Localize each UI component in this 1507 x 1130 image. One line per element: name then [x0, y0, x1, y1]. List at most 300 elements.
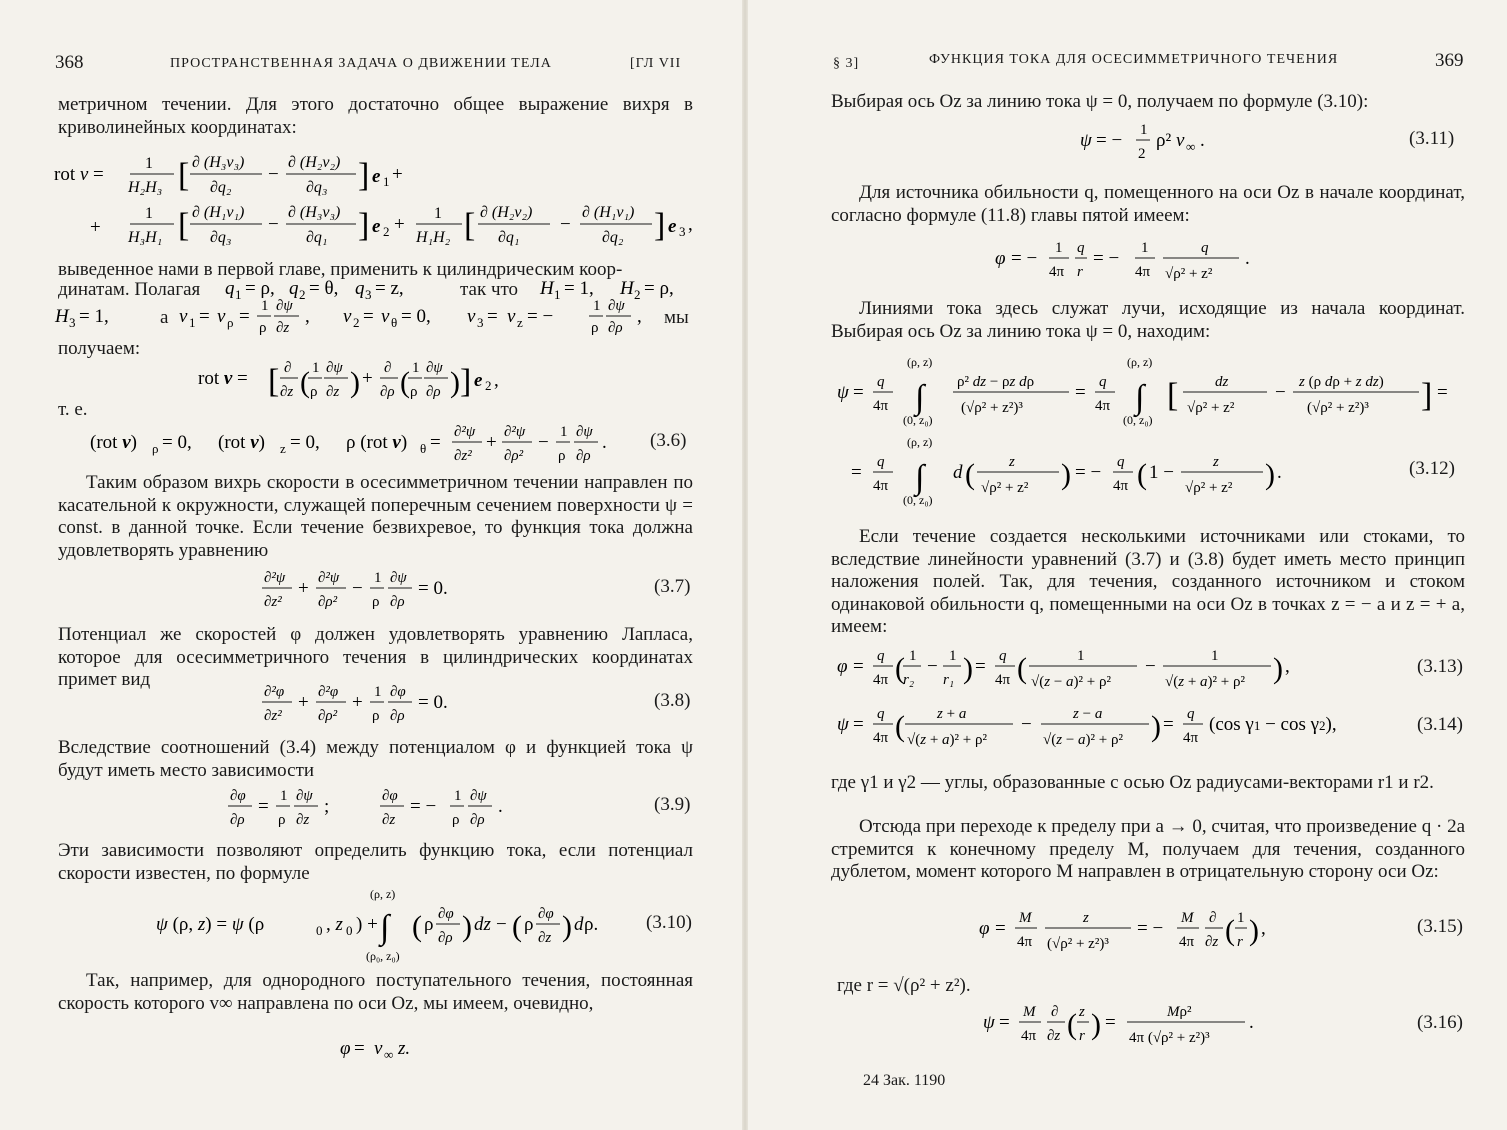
svg-text:ρ.: ρ.: [584, 914, 599, 935]
svg-text:H₃H₁: H₃H₁: [128, 229, 163, 246]
svg-text:, z: , z: [326, 914, 343, 935]
svg-text:∂φ: ∂φ: [390, 684, 406, 700]
line-text: мы: [664, 307, 689, 328]
svg-text:−: −: [1021, 714, 1032, 735]
signature-footer: 24 Зак. 1190: [863, 1072, 946, 1089]
svg-text:∂²φ: ∂²φ: [318, 684, 339, 700]
svg-text:=: =: [199, 306, 210, 327]
svg-text:(0, z₀): (0, z₀): [903, 493, 933, 507]
svg-text:2: 2: [383, 224, 390, 239]
svg-text:∞: ∞: [384, 1047, 394, 1062]
svg-text:∂φ: ∂φ: [230, 788, 246, 804]
svg-text:(: (: [1137, 458, 1147, 491]
svg-text:= 0.: = 0.: [418, 692, 448, 713]
paragraph: Если течение создается несколькими источниками или стоками, то вследствие линейности уравнений (3.7) и (3.8) будет иметь место принцип наложения полей. Так, для течения, созданного источником и стоком одинаковой обильности q, помещенными на оси Oz в точках z = − a и z = + a, имеем:: [831, 526, 1465, 637]
svg-text:v: v: [381, 306, 390, 327]
eq-3-8: [262, 680, 522, 728]
svg-text:∂ (H₂v₂): ∂ (H₂v₂): [288, 154, 341, 171]
eq-3-6: [90, 420, 650, 468]
svg-text:r: r: [1077, 264, 1083, 280]
svg-text:2: 2: [634, 287, 641, 302]
svg-text:∂z²: ∂z²: [264, 708, 282, 724]
svg-text:∂z: ∂z: [538, 930, 552, 946]
svg-text:v: v: [1176, 130, 1185, 151]
svg-text:= −: = −: [1096, 130, 1123, 151]
svg-text:): ): [1151, 710, 1161, 743]
svg-text:=: =: [851, 462, 862, 483]
paragraph: Таким образом вихрь скорости в осесимметричном течении направлен по касательной к окружности, служащей поперечным сечением поверхности ψ = const. в данной точке. Если течение безвихревое, то функция тока должна удовлетворять уравнению: [58, 472, 693, 561]
line-text: так что: [460, 279, 519, 300]
paragraph: Эти зависимости позволяют определить функцию тока, если потенциал скорости известен, по формуле: [58, 840, 693, 884]
svg-text:4π: 4π: [873, 398, 889, 414]
svg-text:(√ρ² + z²)³: (√ρ² + z²)³: [1047, 936, 1109, 952]
svg-text:0: 0: [346, 923, 353, 938]
svg-text:[: [: [464, 207, 476, 244]
svg-text:−: −: [927, 656, 938, 677]
svg-text:∂z²: ∂z²: [264, 594, 282, 610]
svg-text:=: =: [258, 796, 269, 817]
svg-text:∂φ: ∂φ: [382, 788, 398, 804]
equation-number: (3.6): [650, 430, 687, 451]
svg-text:1: 1: [280, 788, 288, 804]
svg-text:√(z + a)² + ρ²: √(z + a)² + ρ²: [907, 732, 987, 748]
eq-3-9: [228, 784, 528, 832]
svg-text:= 1,: = 1,: [564, 278, 594, 299]
svg-text:1: 1: [189, 315, 196, 330]
svg-text:v: v: [179, 306, 188, 327]
section-ref: § 3]: [833, 56, 860, 71]
svg-text:1: 1: [145, 155, 153, 172]
svg-text:√(z + a)² + ρ²: √(z + a)² + ρ²: [1165, 674, 1245, 690]
svg-text:∂ρ: ∂ρ: [470, 812, 485, 828]
svg-text:4π: 4π: [1049, 264, 1065, 280]
svg-text:4π: 4π: [995, 672, 1011, 688]
rot-cylindrical: [198, 356, 558, 404]
svg-text:∂ρ: ∂ρ: [230, 812, 245, 828]
svg-text:1: 1: [454, 788, 462, 804]
svg-text:√ρ² + z²: √ρ² + z²: [981, 480, 1029, 496]
svg-text:(: (: [512, 910, 522, 943]
svg-text:1: 1: [1055, 240, 1063, 256]
svg-text:√ρ² + z²: √ρ² + z²: [1165, 266, 1213, 282]
svg-text:e: e: [474, 370, 483, 391]
svg-text:1: 1: [1237, 910, 1245, 926]
svg-text:−: −: [538, 432, 549, 453]
paragraph: где γ1 и γ2 — углы, образованные с осью Oz радиусами-векторами r1 и r2.: [831, 772, 1434, 793]
svg-text:(: (: [895, 652, 905, 685]
svg-text:√ρ² + z²: √ρ² + z²: [1187, 400, 1235, 416]
svg-text:1: 1: [235, 287, 242, 302]
svg-text:ρ: ρ: [591, 320, 599, 336]
svg-text:1: 1: [1141, 240, 1149, 256]
svg-text:z + a: z + a: [937, 706, 967, 722]
svg-text:ρ: ρ: [310, 384, 318, 400]
svg-text:(: (: [400, 366, 410, 399]
svg-text:]: ]: [358, 157, 370, 194]
paragraph: Отсюда при переходе к пределу при a → 0, считая, что произведение q · 2a стремится к конечному пределу M, получаем для течения, созданного дублетом, момент которого M направлен в отрицательную сторону оси Oz:: [831, 816, 1466, 882]
svg-text:+: +: [394, 214, 405, 235]
svg-text:∂ρ: ∂ρ: [390, 594, 405, 610]
paragraph: выведенное нами в первой главе, применить к цилиндрическим коор-: [58, 259, 623, 280]
equation-number: (3.14): [1417, 714, 1463, 735]
eq-3-10: [156, 886, 616, 966]
svg-text:+: +: [298, 578, 309, 599]
paragraph: метричном течении. Для этого достаточно общее выражение вихря в криволинейных координатах:: [58, 94, 693, 138]
svg-text:1: 1: [1140, 122, 1148, 138]
svg-text:): ): [1265, 458, 1275, 491]
svg-text:1: 1: [1077, 648, 1085, 664]
equation-number: (3.9): [654, 794, 691, 815]
svg-text:]: ]: [1421, 377, 1433, 414]
svg-text:∫: ∫: [1135, 379, 1145, 416]
running-head: ПРОСТРАНСТВЕННАЯ ЗАДАЧА О ДВИЖЕНИИ ТЕЛА: [170, 56, 552, 71]
svg-text:∂φ: ∂φ: [438, 906, 454, 922]
svg-text:1: 1: [909, 648, 917, 664]
svg-text:∂ (H₁v₁): ∂ (H₁v₁): [192, 204, 245, 221]
svg-text:(: (: [1067, 1008, 1077, 1041]
svg-text:.: .: [1277, 462, 1282, 483]
svg-text:=: =: [1163, 714, 1174, 735]
svg-text:(√ρ² + z²)³: (√ρ² + z²)³: [961, 400, 1023, 416]
paragraph: Линиями тока здесь служат лучи, исходящие из начала координат. Выбирая ось Oz за линию тока ψ = 0, находим:: [831, 298, 1465, 342]
svg-text:rot v =: rot v =: [198, 368, 248, 389]
svg-text:r₁: r₁: [943, 672, 955, 688]
svg-text:∂z: ∂z: [280, 384, 294, 400]
svg-text:+: +: [352, 692, 363, 713]
svg-text:= ρ,: = ρ,: [245, 278, 275, 299]
equation-number: (3.16): [1417, 1012, 1463, 1033]
svg-text:θ: θ: [391, 315, 398, 330]
svg-text:,: ,: [637, 306, 642, 327]
svg-text:(: (: [1017, 652, 1027, 685]
svg-text:z.: z.: [398, 1038, 411, 1059]
svg-text:(ρ, z): (ρ, z): [907, 435, 933, 449]
source-potential: [995, 234, 1295, 288]
svg-text:4π: 4π: [1183, 730, 1199, 746]
svg-text:z: z: [280, 441, 286, 456]
svg-text:−: −: [560, 214, 571, 235]
svg-text:M: M: [1023, 1004, 1036, 1020]
svg-text:= 1,: = 1,: [79, 306, 109, 327]
svg-text:.: .: [498, 796, 503, 817]
svg-text:= 0,: = 0,: [401, 306, 431, 327]
page-number: 368: [55, 52, 84, 73]
svg-text:): ): [963, 652, 973, 685]
svg-text:=: =: [853, 714, 864, 735]
svg-text:(ρ, z): (ρ, z): [1127, 355, 1153, 369]
svg-text:∂q₂: ∂q₂: [210, 179, 232, 196]
svg-text:z: z: [517, 315, 523, 330]
paragraph: Потенциал же скоростей φ должен удовлетворять уравнению Лапласа, которое для осесимметричного течения в цилиндрических координатах примет вид: [58, 624, 693, 690]
svg-text:∂ρ: ∂ρ: [576, 448, 591, 464]
svg-text:−: −: [1145, 656, 1156, 677]
svg-text:∂z: ∂z: [1047, 1028, 1061, 1044]
svg-text:∂ρ: ∂ρ: [608, 320, 623, 336]
svg-text:∂²ψ: ∂²ψ: [454, 424, 476, 440]
svg-text:]: ]: [654, 207, 666, 244]
svg-text:H: H: [540, 278, 554, 299]
svg-text:∂ψ: ∂ψ: [276, 298, 293, 314]
svg-text:+: +: [392, 164, 403, 185]
svg-text:∂ρ²: ∂ρ²: [318, 594, 338, 610]
svg-text:.: .: [602, 432, 607, 453]
svg-text:H₁H₂: H₁H₂: [416, 229, 451, 246]
svg-text:∂z²: ∂z²: [454, 448, 472, 464]
svg-text:(: (: [412, 910, 422, 943]
svg-text:∂q₃: ∂q₃: [210, 229, 232, 246]
svg-text:∂z: ∂z: [276, 320, 290, 336]
svg-text:1: 1: [374, 570, 382, 586]
svg-text:∂: ∂: [1051, 1004, 1059, 1020]
svg-text:rot v =: rot v =: [54, 164, 104, 185]
chapter-ref: [ГЛ VII: [630, 56, 682, 71]
svg-text:1: 1: [374, 684, 382, 700]
equation-number: (3.11): [1409, 128, 1455, 149]
svg-text:): ): [562, 910, 572, 943]
svg-text:∂ψ: ∂ψ: [470, 788, 487, 804]
svg-text:ψ (ρ, z) = ψ (ρ: ψ (ρ, z) = ψ (ρ: [156, 914, 265, 935]
line-text: а: [160, 307, 169, 328]
svg-text:ρ²: ρ²: [1156, 130, 1172, 151]
svg-text:d: d: [953, 462, 963, 483]
svg-text:=: =: [239, 306, 250, 327]
svg-text:∂q₁: ∂q₁: [306, 229, 328, 246]
svg-text:=: =: [975, 656, 986, 677]
svg-text:∂ψ: ∂ψ: [326, 360, 343, 376]
svg-text:): ): [1249, 914, 1259, 947]
svg-text:= 0,: = 0,: [162, 432, 192, 453]
page-number: 369: [1435, 50, 1464, 71]
velocity-components: [55, 296, 695, 340]
svg-text:(√ρ² + z²)³: (√ρ² + z²)³: [1307, 400, 1369, 416]
svg-text:ρ: ρ: [278, 812, 286, 828]
svg-text:ρ: ρ: [372, 594, 380, 610]
svg-text:∂q₃: ∂q₃: [306, 179, 328, 196]
svg-text:∫: ∫: [915, 379, 925, 416]
svg-text:φ: φ: [837, 656, 848, 677]
svg-text:=: =: [1075, 382, 1086, 403]
svg-text:): ): [450, 366, 460, 399]
svg-text:1: 1: [593, 298, 601, 314]
svg-text:(ρ, z): (ρ, z): [370, 887, 396, 901]
rot-formula: [50, 150, 710, 250]
svg-text:∂ψ: ∂ψ: [390, 570, 407, 586]
svg-text:∂z: ∂z: [296, 812, 310, 828]
paragraph: Для источника обильности q, помещенного на оси Oz в начале координат, согласно формуле (11.8) главы пятой имеем:: [831, 182, 1465, 226]
svg-text:2: 2: [299, 287, 306, 302]
svg-text:∫: ∫: [380, 909, 390, 946]
svg-text:∂²ψ: ∂²ψ: [318, 570, 340, 586]
svg-text:=: =: [487, 306, 498, 327]
svg-text:=: =: [354, 1038, 365, 1059]
svg-text:∂ψ: ∂ψ: [576, 424, 593, 440]
svg-text:∂z: ∂z: [1205, 934, 1219, 950]
equation-number: (3.7): [654, 576, 691, 597]
svg-text:dz: dz: [1215, 374, 1229, 390]
svg-text:4π: 4π: [1113, 478, 1129, 494]
svg-text:(cos γ1 − cos γ2),: (cos γ1 − cos γ2),: [1209, 714, 1337, 735]
equation-number: (3.13): [1417, 656, 1463, 677]
svg-text:∂ψ: ∂ψ: [608, 298, 625, 314]
line-text: т. е.: [58, 399, 88, 420]
svg-text:√(z − a)² + ρ²: √(z − a)² + ρ²: [1031, 674, 1111, 690]
svg-text:3: 3: [69, 315, 76, 330]
svg-text:ψ: ψ: [983, 1012, 995, 1033]
svg-text:q: q: [355, 278, 365, 299]
svg-text:1: 1: [560, 424, 568, 440]
svg-text:,: ,: [1261, 918, 1266, 939]
svg-text:r: r: [1237, 934, 1243, 950]
svg-text:(rot v): (rot v): [90, 432, 137, 453]
left-page: [0, 0, 745, 1130]
svg-text:θ: θ: [420, 441, 427, 456]
svg-text:ψ: ψ: [837, 714, 849, 735]
svg-text:−: −: [352, 578, 363, 599]
svg-text:,: ,: [1285, 656, 1290, 677]
svg-text:(: (: [965, 458, 975, 491]
svg-text:+: +: [486, 432, 497, 453]
svg-text:4π: 4π: [1095, 398, 1111, 414]
svg-text:ρ: ρ: [152, 441, 159, 456]
svg-text:4π: 4π: [1135, 264, 1151, 280]
svg-text:=: =: [430, 432, 441, 453]
svg-text:z − a: z − a: [1073, 706, 1103, 722]
svg-text:ρ: ρ: [372, 708, 380, 724]
svg-text:= −: = −: [1011, 248, 1038, 269]
equation-number: (3.15): [1417, 916, 1463, 937]
equation-number: (3.12): [1409, 458, 1455, 479]
svg-text:]: ]: [460, 363, 472, 400]
svg-text:= −: = −: [1137, 918, 1164, 939]
svg-text:ρ: ρ: [558, 448, 566, 464]
svg-text:(0, z₀): (0, z₀): [1123, 413, 1153, 427]
svg-text:1: 1: [261, 298, 269, 314]
svg-text:1: 1: [1211, 648, 1219, 664]
svg-text:+: +: [90, 217, 101, 238]
svg-text:−: −: [268, 214, 279, 235]
svg-text:=: =: [363, 306, 374, 327]
svg-text:q: q: [1099, 374, 1107, 390]
svg-text:d: d: [574, 914, 584, 935]
svg-text:∂q₂: ∂q₂: [602, 229, 624, 246]
svg-text:): ): [350, 366, 360, 399]
svg-text:): ): [1061, 458, 1071, 491]
svg-text:.: .: [1200, 130, 1205, 151]
svg-text:∂ψ: ∂ψ: [426, 360, 443, 376]
svg-text:): ): [1091, 1008, 1101, 1041]
svg-text:v: v: [467, 306, 476, 327]
svg-text:(ρ, z): (ρ, z): [907, 355, 933, 369]
svg-text:ρ: ρ: [227, 315, 234, 330]
svg-text:q: q: [877, 706, 885, 722]
svg-text:ρ: ρ: [452, 812, 460, 828]
svg-text:,: ,: [305, 306, 310, 327]
svg-text:4π: 4π: [873, 672, 889, 688]
paragraph: Выбирая ось Oz за линию тока ψ = 0, получаем по формуле (3.10):: [831, 91, 1369, 112]
svg-text:−: −: [496, 914, 507, 935]
svg-text:−: −: [268, 164, 279, 185]
svg-text:1: 1: [383, 174, 390, 189]
svg-text:1: 1: [412, 360, 420, 376]
svg-text:q: q: [289, 278, 299, 299]
svg-text:∂ (H₃v₃): ∂ (H₃v₃): [288, 204, 341, 221]
svg-text:0: 0: [316, 923, 323, 938]
svg-text:∂ρ²: ∂ρ²: [318, 708, 338, 724]
eq-3-7: [262, 566, 522, 614]
svg-text:q: q: [877, 648, 885, 664]
svg-text:z: z: [1079, 1004, 1085, 1020]
eq-3-16: [983, 998, 1303, 1052]
svg-text:∂²φ: ∂²φ: [264, 684, 285, 700]
svg-text:∞: ∞: [1186, 139, 1196, 154]
svg-text:;: ;: [324, 796, 330, 817]
svg-text:[: [: [1167, 377, 1179, 414]
svg-text:=: =: [1105, 1012, 1116, 1033]
svg-text:ρ: ρ: [410, 384, 418, 400]
svg-text:q: q: [1077, 240, 1085, 256]
svg-text:= −: = −: [410, 796, 437, 817]
svg-text:√(z − a)² + ρ²: √(z − a)² + ρ²: [1043, 732, 1123, 748]
line-text: получаем:: [58, 338, 141, 359]
svg-text:e: e: [668, 216, 677, 237]
svg-text:M: M: [1019, 910, 1032, 926]
svg-text:4π: 4π: [873, 478, 889, 494]
where-r: где r = √(ρ² + z²).: [837, 975, 971, 996]
svg-text:q: q: [225, 278, 235, 299]
svg-text:ψ: ψ: [837, 382, 849, 403]
svg-text:(rot v): (rot v): [218, 432, 265, 453]
svg-text:∂²ψ: ∂²ψ: [504, 424, 526, 440]
svg-text:,: ,: [688, 214, 693, 235]
svg-text:= −: = −: [1093, 248, 1120, 269]
svg-text:Mρ²: Mρ²: [1167, 1004, 1192, 1020]
svg-text:v: v: [374, 1038, 383, 1059]
svg-text:.: .: [1245, 248, 1250, 269]
svg-text:H: H: [55, 306, 69, 327]
eq-3-11: [1080, 118, 1240, 166]
svg-text:3: 3: [477, 315, 484, 330]
svg-text:e: e: [372, 166, 381, 187]
svg-text:v: v: [217, 306, 226, 327]
svg-text:2: 2: [485, 378, 492, 393]
svg-text:= z,: = z,: [375, 278, 404, 299]
svg-text:φ: φ: [995, 248, 1006, 269]
svg-text:4π (√ρ² + z²)³: 4π (√ρ² + z²)³: [1129, 1030, 1210, 1046]
svg-text:q: q: [1117, 454, 1125, 470]
svg-text:∫: ∫: [915, 459, 925, 496]
svg-text:=: =: [995, 918, 1006, 939]
svg-text:= 0.: = 0.: [418, 578, 448, 599]
svg-text:= −: = −: [1075, 462, 1102, 483]
svg-text:(: (: [1225, 914, 1235, 947]
svg-text:3: 3: [679, 224, 686, 239]
svg-text:z: z: [1213, 454, 1219, 470]
svg-text:∂ρ: ∂ρ: [390, 708, 405, 724]
svg-text:ρ² dz − ρz dρ: ρ² dz − ρz dρ: [957, 374, 1035, 390]
svg-text:2: 2: [1138, 146, 1146, 162]
svg-text:∂: ∂: [384, 360, 392, 376]
svg-text:=: =: [999, 1012, 1010, 1033]
svg-text:z: z: [1009, 454, 1015, 470]
svg-text:1: 1: [145, 205, 153, 222]
svg-text:4π: 4π: [1179, 934, 1195, 950]
svg-text:∂ρ²: ∂ρ²: [504, 448, 524, 464]
phi-uniform: [340, 1034, 440, 1064]
svg-text:1 −: 1 −: [1149, 462, 1174, 483]
equation-number: (3.10): [646, 912, 692, 933]
eq-3-13-3-14: [837, 640, 1417, 752]
right-page: [745, 0, 1507, 1130]
